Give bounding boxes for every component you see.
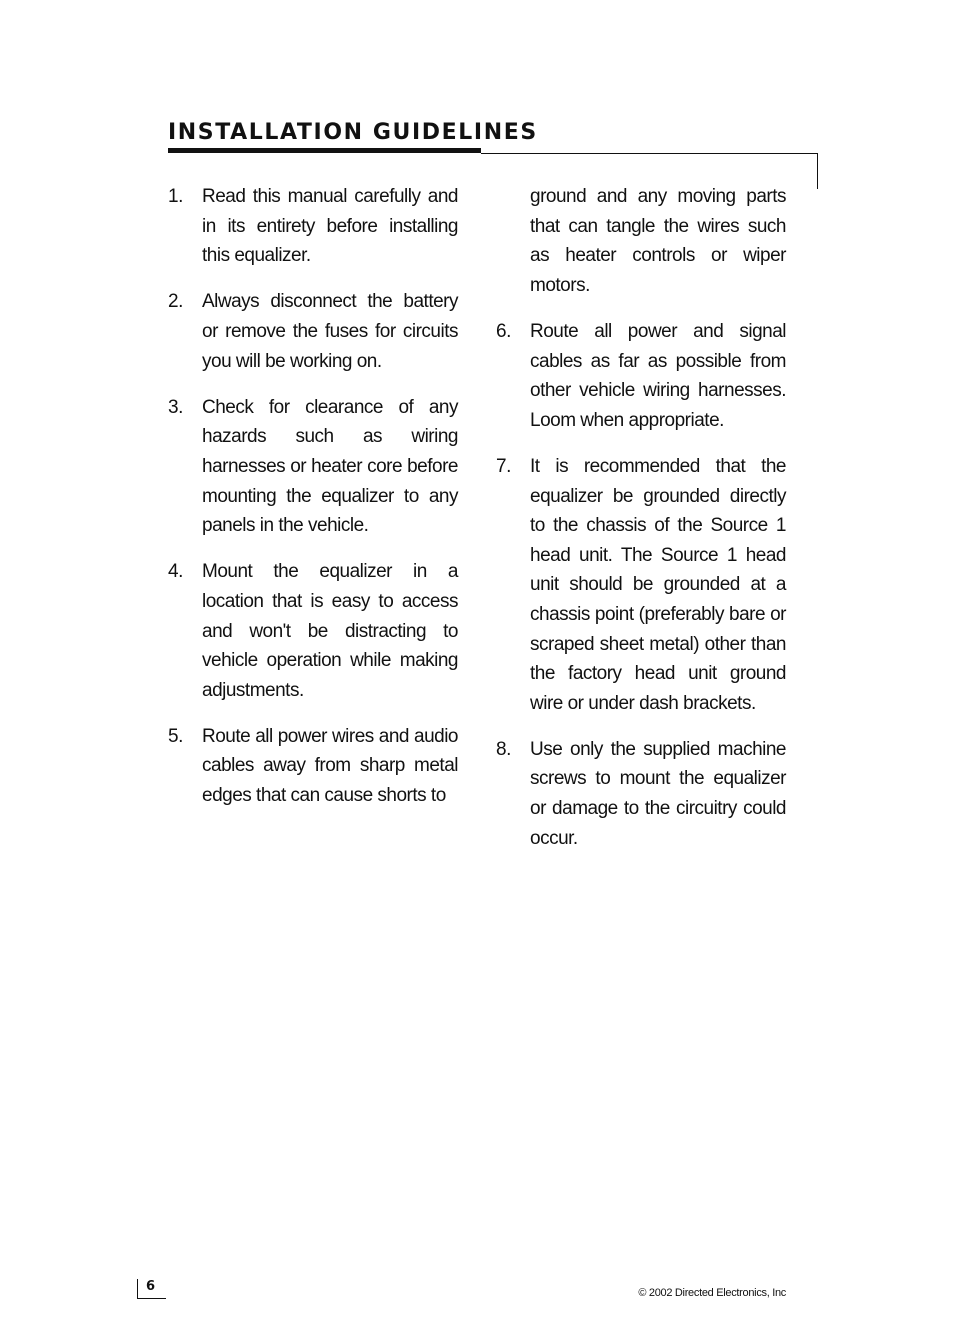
list-item-text: Route all power and signal cables as far as possible from other vehicle wiring harnesses. Loom when appropriate. xyxy=(530,320,786,431)
list-item-number: 4. xyxy=(168,561,183,583)
footer-page-bracket-vertical xyxy=(137,1279,138,1299)
copyright-notice: © 2002 Directed Electronics, Inc xyxy=(638,1287,786,1299)
list-item xyxy=(496,317,786,435)
header-rule xyxy=(481,153,818,154)
list-item xyxy=(496,735,786,853)
list-item-text: Mount the equalizer in a location that is easy to access and won't be distracting to vehicle operation while making adjustments. xyxy=(202,561,458,701)
page-number: 6 xyxy=(146,1279,156,1294)
list-item-number: 3. xyxy=(168,396,183,418)
right-column xyxy=(496,182,786,870)
left-column xyxy=(168,182,458,827)
list-item xyxy=(496,452,786,718)
list-item-number: 8. xyxy=(496,738,511,760)
list-item-number: 5. xyxy=(168,725,183,747)
header-rule-end xyxy=(817,153,818,189)
list-item-text: Read this manual carefully and in its entirety before installing this equalizer. xyxy=(202,186,458,267)
list-item-number: 6. xyxy=(496,320,511,342)
list-item xyxy=(168,722,458,811)
list-item-number: 2. xyxy=(168,291,183,313)
list-item-text: Check for clearance of any hazards such as wiring harnesses or heater core before mounting the equalizer to any panels in the vehicle. xyxy=(202,396,458,537)
heading-underline xyxy=(168,148,481,153)
list-item xyxy=(168,557,458,705)
section-heading: INSTALLATION GUIDELINES xyxy=(168,120,538,145)
list-item-number: 1. xyxy=(168,186,183,207)
list-item-text: Use only the supplied machine screws to mount the equalizer or damage to the circuitry could occur. xyxy=(530,738,786,849)
list-item xyxy=(168,393,458,541)
list-item-text: Always disconnect the battery or remove the fuses for circuits you will be working on. xyxy=(202,291,458,372)
list-item-text: Route all power wires and audio cables away from sharp metal edges that can cause shorts to xyxy=(202,725,458,807)
list-item-continuation: ground and any moving parts that can tangle the wires such as heater controls or wiper motors. xyxy=(530,186,786,296)
list-item xyxy=(168,182,458,271)
list-item-text: It is recommended that the equalizer be grounded directly to the chassis of the Source 1 head unit. The Source 1 head unit should be grounded at a chassis point (preferably bare or scraped sheet metal) other than the factory head unit ground wire or under dash brackets. xyxy=(530,455,786,714)
footer-page-bracket-horizontal xyxy=(137,1298,166,1299)
list-item xyxy=(168,287,458,376)
list-item-number: 7. xyxy=(496,455,511,477)
